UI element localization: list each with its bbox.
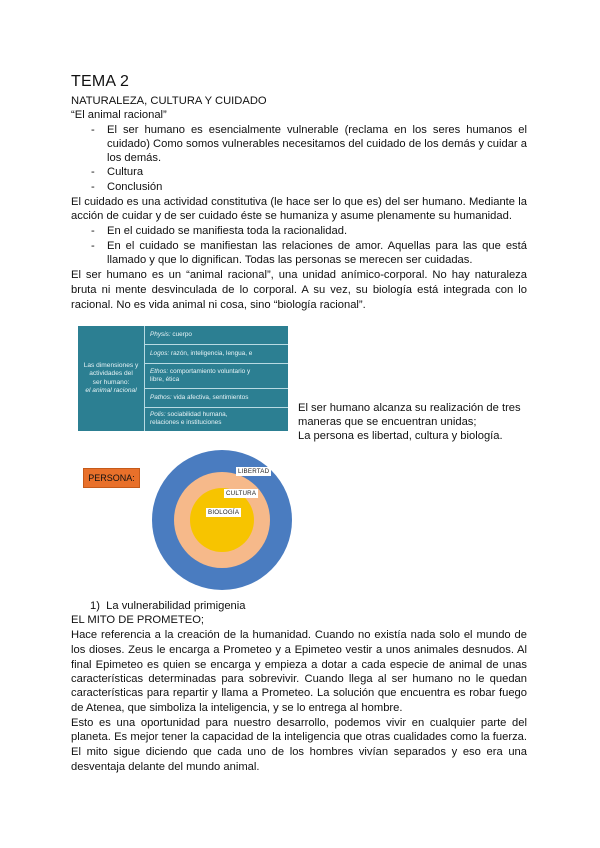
paragraph-line: los dioses. Zeus le encarga a Prometeo y a Epimeteo vestir a unos animales desnudos. Al — [71, 644, 527, 656]
table-desc: relaciones e instituciones — [150, 419, 222, 426]
paragraph-line: El mito sigue diciendo que cada uno de los hombres vivían separados y eso era una — [71, 746, 527, 758]
bullet-text: En el cuidado se manifiesta toda la racionalidad. — [107, 225, 348, 237]
cultura-label: CULTURA — [226, 490, 257, 497]
paragraph-line: de Atenea, que simboliza la inteligencia, y se lo entrega al hombre. — [71, 702, 403, 714]
page-title: TEMA 2 — [71, 73, 130, 90]
paragraph-line: El cuidado es una actividad constitutiva (le hace ser lo que es) del ser humano. Mediante la — [71, 196, 527, 208]
libertad-label: LIBERTAD — [238, 468, 270, 475]
paragraph-line: bruta ni mente desvinculada de lo corporal. A su vez, su biología está integrada con lo — [71, 284, 527, 296]
bullet-text: cuidado) Como somos vulnerables necesitamos del cuidado de los demás y cuidar a — [107, 138, 527, 150]
paragraph-line: acción de cuidar y de ser cuidado éste se humaniza y asume plenamente su humanidad. — [71, 210, 512, 222]
bullet-text: Cultura — [107, 166, 144, 178]
paragraph-line: características determinadas para sobrevivir. Cuando llega al ser humano no le quedan — [71, 673, 527, 685]
paragraph-line: El ser humano es un “animal racional”, una unidad anímico-corporal. No hay naturaleza — [71, 269, 527, 281]
table-term: Pathos: — [150, 394, 172, 401]
table-term: Polis: — [150, 411, 166, 418]
paragraph-line: final Epimeteo es quien se encarga y empieza a dotar a cada especie de animal de unas — [71, 659, 527, 671]
table-left-line: el animal racional — [85, 386, 137, 394]
table-term: Physis: — [150, 331, 171, 338]
persona-label: PERSONA: — [83, 468, 140, 488]
side-text-line: maneras que se encuentran unidas; — [298, 416, 477, 428]
bullet-marker: - — [91, 240, 95, 252]
paragraph-line: Esto es una oportunidad para nuestro desarrollo, podemos vivir en cualquier parte del — [71, 717, 527, 729]
bullet-text: El ser humano es esencialmente vulnerable (reclama en los seres humanos el — [107, 124, 527, 136]
table-left-line: Las dimensiones y — [83, 361, 139, 369]
subtitle: NATURALEZA, CULTURA Y CUIDADO — [71, 95, 267, 107]
bullet-text: los demás. — [107, 152, 162, 164]
bullet-marker: - — [91, 181, 95, 193]
table-desc: sociabilidad humana, — [165, 411, 228, 418]
table-desc: razón, inteligencia, lengua, e — [169, 350, 253, 357]
table-left-line: actividades del — [89, 370, 133, 378]
biologia-label: BIOLOGÍA — [208, 509, 240, 516]
section-heading: 1) La vulnerabilidad primigenia — [90, 600, 246, 612]
table-desc: cuerpo — [170, 331, 192, 338]
table-left-cell — [78, 326, 144, 431]
bullet-text: Conclusión — [107, 181, 163, 193]
table-row — [144, 408, 288, 431]
bullet-text: llamado y que lo dignifican. Todas las personas se merecen ser cuidadas. — [107, 254, 473, 266]
table-left-line: ser humano: — [92, 378, 130, 386]
paragraph-line: características para repartir y llama a Prometeo. La solución que encuentra es robar fuego — [71, 687, 527, 699]
paragraph-line: desventaja delante del mundo animal. — [71, 761, 260, 773]
paragraph-line: planeta. Es mejor tener la capacidad de la inteligencia que otras cualidades como la fuerza. — [71, 731, 527, 743]
bullet-marker: - — [91, 166, 95, 178]
dimensions-table — [78, 326, 288, 431]
bullet-text: En el cuidado se manifiestan las relaciones de amor. Aquellas para las que está — [107, 240, 527, 252]
bullet-marker: - — [91, 225, 95, 237]
table-desc: vida afectiva, sentimientos — [171, 394, 249, 401]
side-text-line: El ser humano alcanza su realización de tres — [298, 402, 521, 414]
quote-heading: “El animal racional” — [71, 109, 167, 121]
table-row — [144, 389, 288, 408]
table-desc: comportamiento voluntario y — [168, 368, 251, 375]
table-term: Logos: — [150, 350, 170, 357]
paragraph-line: racional. No es vida animal ni cosa, sino “biología racional”. — [71, 299, 366, 311]
side-text — [298, 401, 521, 443]
table-desc: libre, ética — [150, 376, 180, 383]
table-term: Ethos: — [150, 368, 169, 375]
side-text-line: La persona es libertad, cultura y biología. — [298, 430, 503, 442]
table-row — [144, 364, 288, 389]
paragraph-line: Hace referencia a la creación de la humanidad. Cuando no existía nada solo el mundo de — [71, 629, 527, 641]
table-row — [144, 345, 288, 364]
myth-title: EL MITO DE PROMETEO; — [71, 614, 205, 626]
concentric-circles-diagram — [143, 450, 303, 590]
bullet-marker: - — [91, 124, 95, 136]
table-row — [144, 326, 288, 345]
